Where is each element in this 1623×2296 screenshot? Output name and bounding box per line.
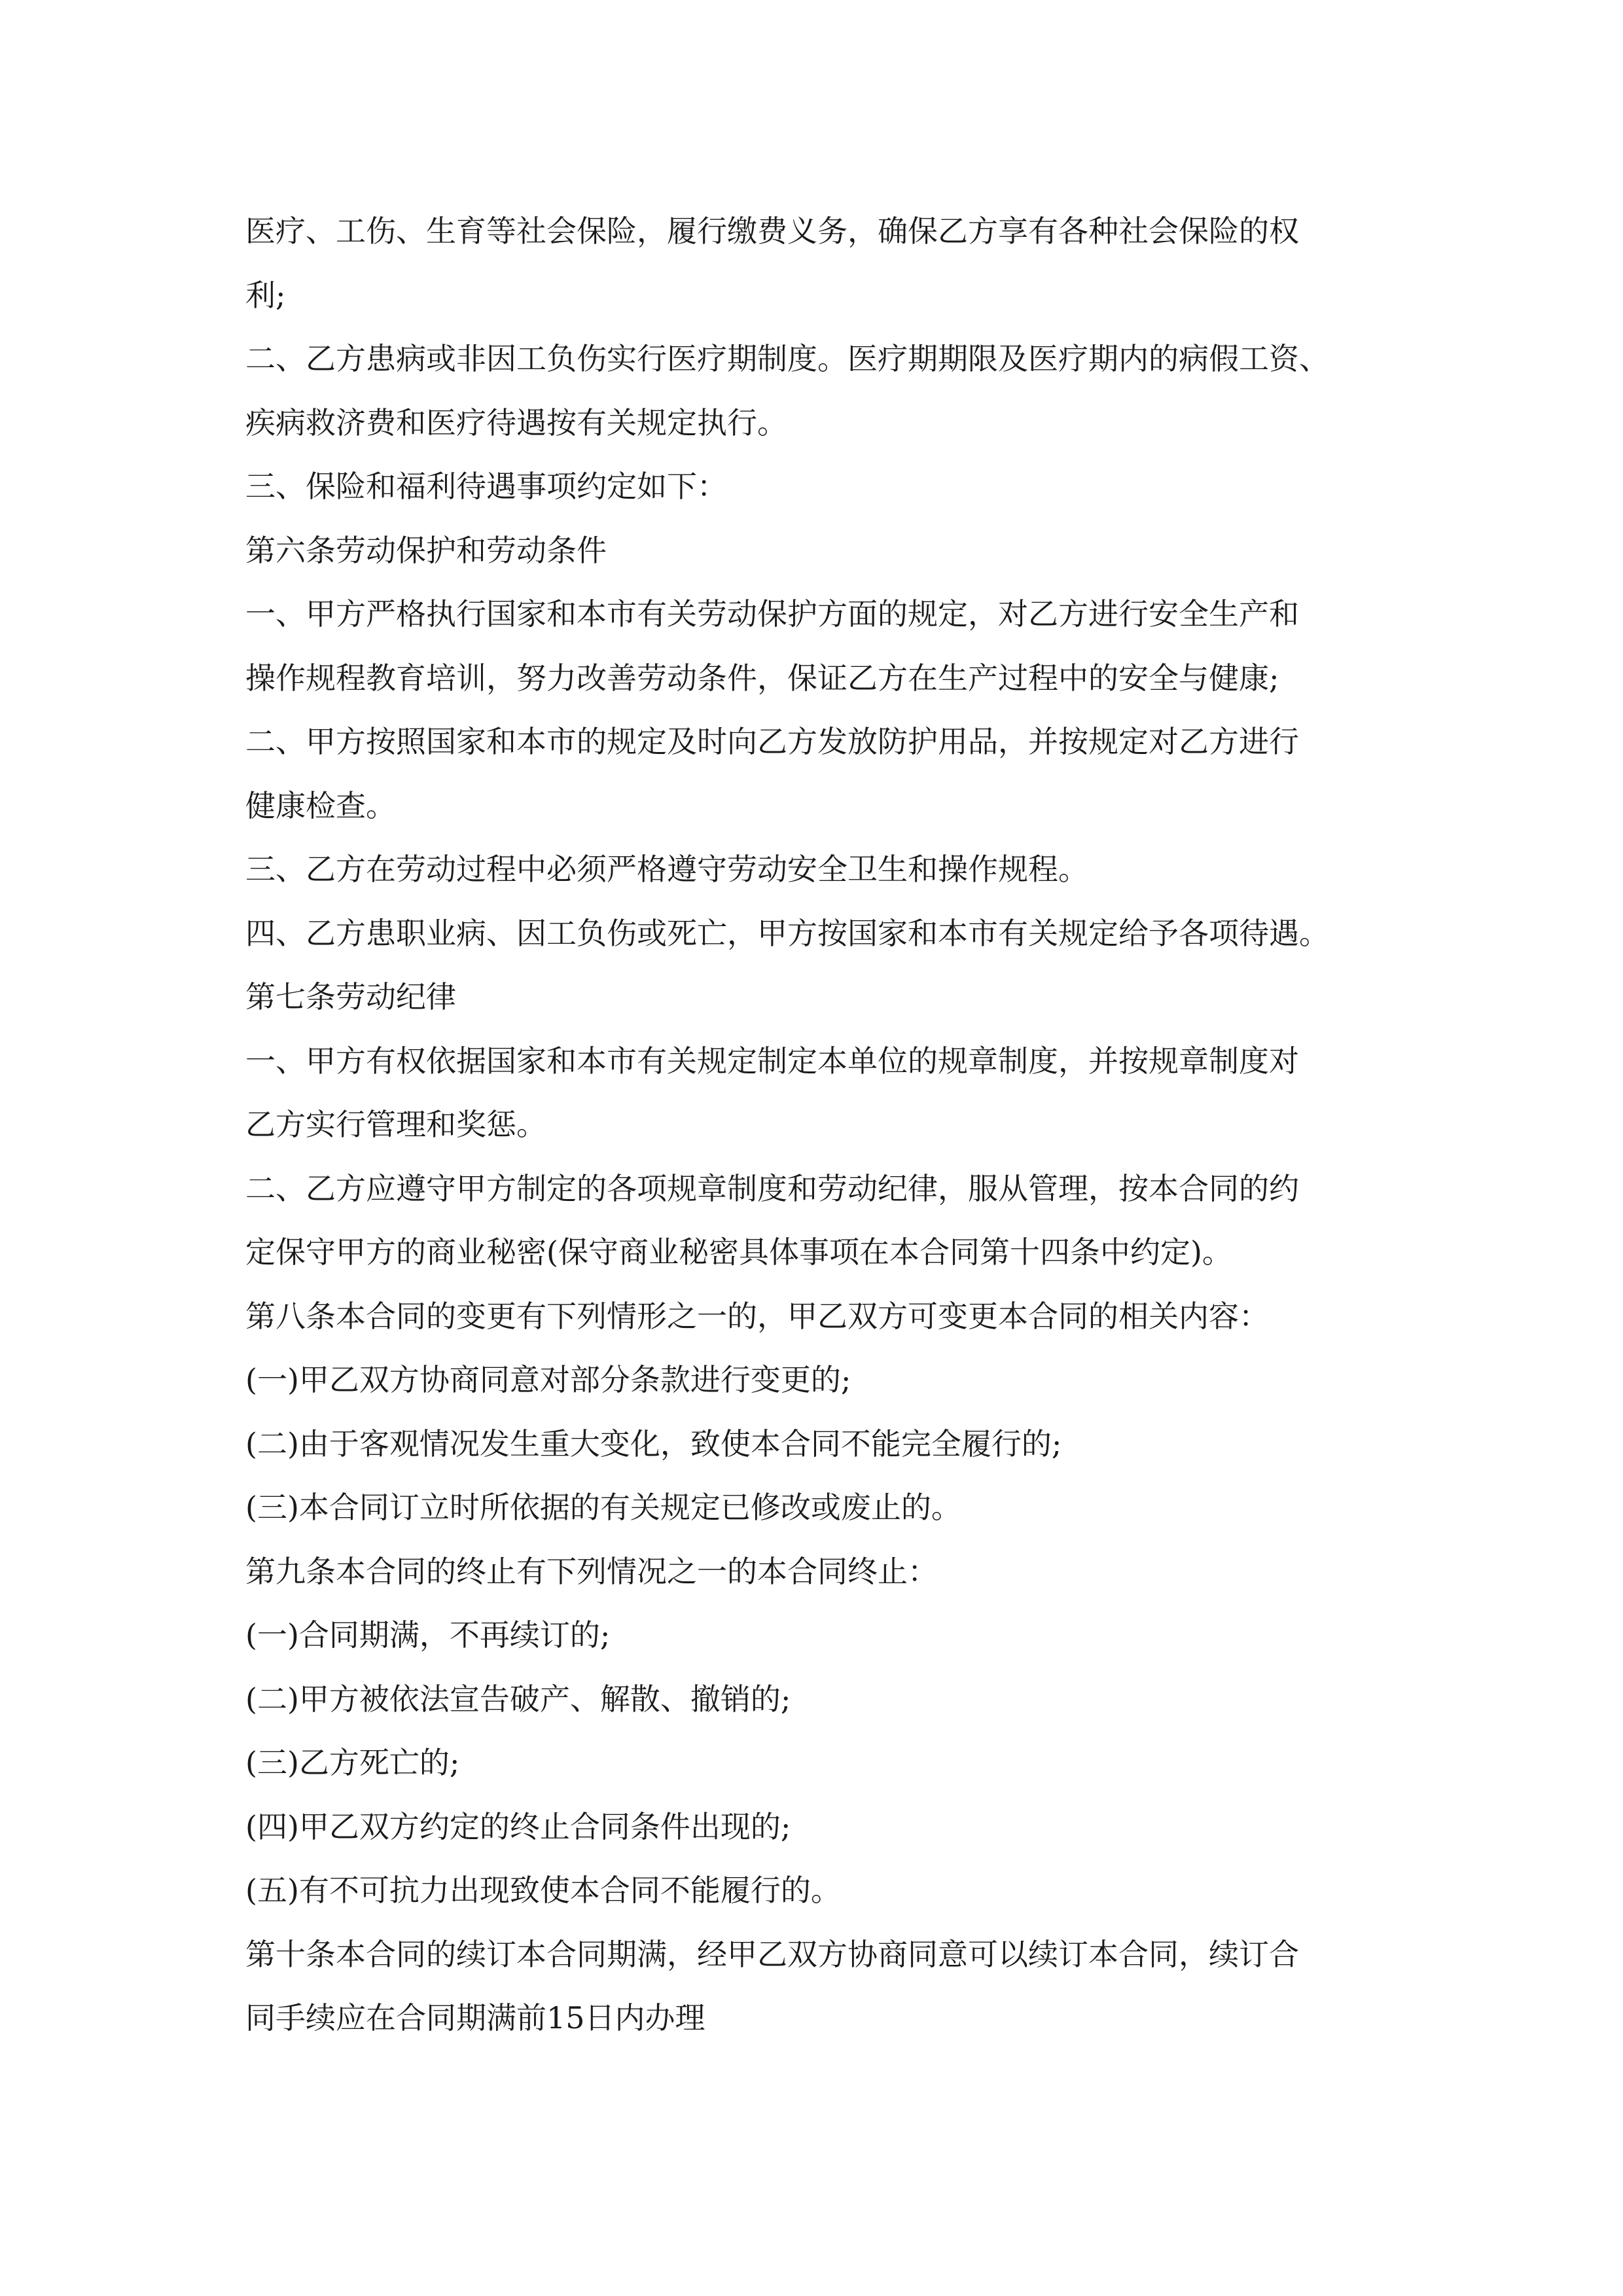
list-item: (三)乙方死亡的; [245, 1745, 460, 1780]
text-line: 同手续应在合同期满前15日内办理 [245, 2000, 705, 2036]
text-line: 一、甲方有权依据国家和本市有关规定制定本单位的规章制度，并按规章制度对 [245, 1043, 1299, 1079]
section-heading: 第六条劳动保护和劳动条件 [245, 532, 607, 568]
text-line: 二、甲方按照国家和本市的规定及时向乙方发放防护用品，并按规定对乙方进行 [245, 724, 1299, 759]
section-heading: 第十条本合同的续订本合同期满，经甲乙双方协商同意可以续订本合同，续订合 [245, 1936, 1299, 1972]
list-item: (四)甲乙双方约定的终止合同条件出现的; [245, 1808, 791, 1844]
text-line: 健康检查。 [245, 787, 396, 823]
list-item: (三)本合同订立时所依据的有关规定已修改或废止的。 [245, 1490, 961, 1525]
text-line: 三、保险和福利待遇事项约定如下： [245, 469, 727, 504]
text-line: 三、乙方在劳动过程中必须严格遵守劳动安全卫生和操作规程。 [245, 852, 1088, 887]
section-heading: 第九条本合同的终止有下列情况之一的本合同终止： [245, 1553, 938, 1589]
text-line: 疾病救济费和医疗待遇按有关规定执行。 [245, 404, 787, 440]
text-line: 医疗、工伤、生育等社会保险，履行缴费义务，确保乙方享有各种社会保险的权 [245, 213, 1299, 249]
text-line: 二、乙方应遵守甲方制定的各项规章制度和劳动纪律，服从管理，按本合同的约 [245, 1170, 1299, 1206]
text-line: 利; [245, 277, 286, 313]
list-item: (一)甲乙双方协商同意对部分条款进行变更的; [245, 1362, 851, 1397]
list-item: (二)由于客观情况发生重大变化，致使本合同不能完全履行的; [245, 1426, 1062, 1462]
section-heading: 第八条本合同的变更有下列情形之一的，甲乙双方可变更本合同的相关内容： [245, 1298, 1269, 1334]
text-line: 四、乙方患职业病、因工负伤或死亡，甲方按国家和本市有关规定给予各项待遇。 [245, 915, 1329, 951]
list-item: (五)有不可抗力出现致使本合同不能履行的。 [245, 1873, 841, 1908]
text-line: 二、乙方患病或非因工负伤实行医疗期制度。医疗期期限及医疗期内的病假工资、 [245, 341, 1329, 376]
document-body [245, 200, 1391, 2051]
text-line: 定保守甲方的商业秘密(保守商业秘密具体事项在本合同第十四条中约定)。 [245, 1234, 1232, 1270]
list-item: (一)合同期满，不再续订的; [245, 1617, 611, 1653]
text-line: 一、甲方严格执行国家和本市有关劳动保护方面的规定，对乙方进行安全生产和 [245, 596, 1299, 632]
text-line: 操作规程教育培训，努力改善劳动条件，保证乙方在生产过程中的安全与健康; [245, 660, 1279, 696]
list-item: (二)甲方被依法宣告破产、解散、撤销的; [245, 1681, 791, 1717]
text-line: 乙方实行管理和奖惩。 [245, 1107, 546, 1142]
section-heading: 第七条劳动纪律 [245, 979, 456, 1014]
